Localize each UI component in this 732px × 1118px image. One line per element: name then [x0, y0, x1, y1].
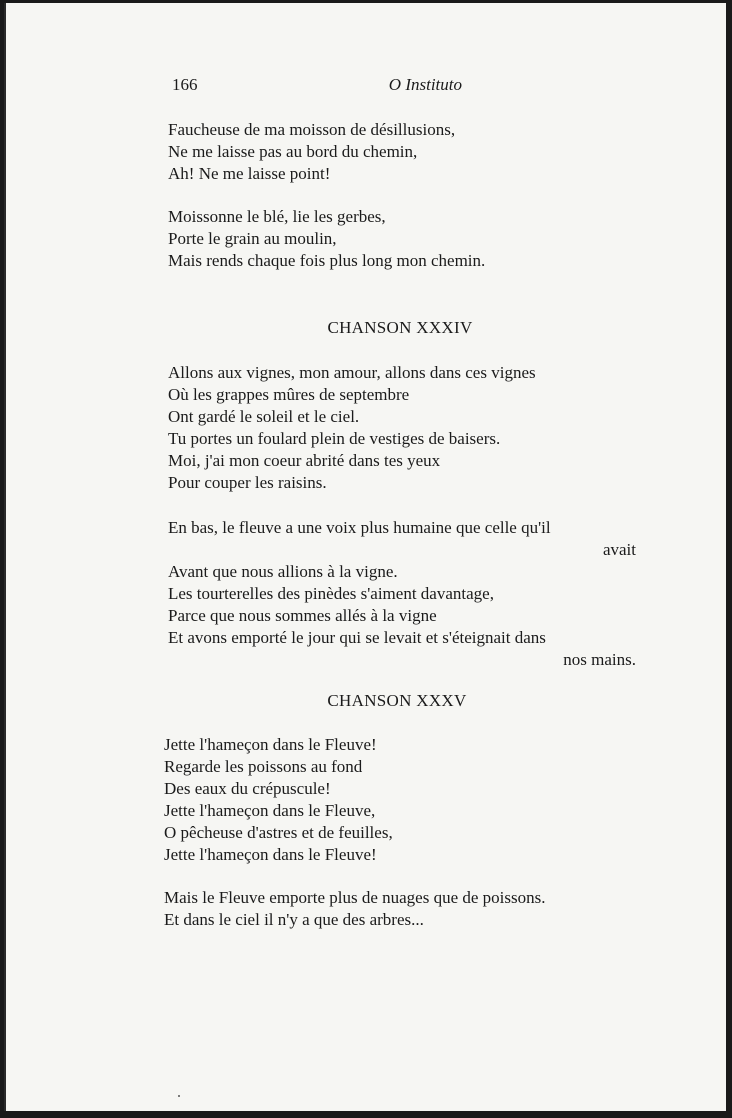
poem-line: Faucheuse de ma moisson de désillusions, [168, 120, 456, 139]
poem-line: Où les grappes mûres de septembre [168, 385, 410, 404]
section-heading-chanson-xxxiv: CHANSON XXXIV [327, 318, 473, 337]
poem-line: Porte le grain au moulin, [168, 229, 337, 248]
stanza-2 [168, 206, 638, 272]
stanza-3 [168, 362, 638, 494]
poem-line-continuation: avait [602, 540, 636, 559]
poem-line: Avant que nous allions à la vigne. [168, 562, 398, 581]
poem-line: Mais le Fleuve emporte plus de nuages que de poissons. [164, 888, 546, 907]
stanza-6 [164, 887, 634, 931]
poem-line-continuation: nos mains. [563, 650, 636, 669]
poem-line: Et avons emporté le jour qui se levait et s'éteignait dans [168, 628, 546, 647]
poem-line: Parce que nous sommes allés à la vigne [168, 606, 437, 625]
stanza-5 [164, 734, 634, 866]
poem-line: Mais rends chaque fois plus long mon chemin. [168, 251, 486, 270]
poem-line: Jette l'hameçon dans le Fleuve! [164, 735, 377, 754]
poem-line: Moi, j'ai mon coeur abrité dans tes yeux [168, 451, 441, 470]
running-header [172, 75, 462, 99]
poem-line: Pour couper les raisins. [168, 473, 327, 492]
stanza-4 [168, 517, 638, 671]
poem-line: Ont gardé le soleil et le ciel. [168, 407, 360, 426]
book-page [4, 3, 726, 1111]
poem-line: Et dans le ciel il n'y a que des arbres... [164, 910, 424, 929]
section-heading-chanson-xxxv: CHANSON XXXV [327, 691, 467, 710]
poem-line: Allons aux vignes, mon amour, allons dans ces vignes [168, 363, 536, 382]
stanza-1 [168, 119, 638, 185]
poem-line: Des eaux du crépuscule! [164, 779, 331, 798]
poem-line: Moissonne le blé, lie les gerbes, [168, 207, 386, 226]
poem-line: Ah! Ne me laisse point! [168, 164, 331, 183]
poem-line: En bas, le fleuve a une voix plus humaine que celle qu'il [168, 518, 551, 537]
poem-line: O pêcheuse d'astres et de feuilles, [164, 823, 393, 842]
poem-line: Jette l'hameçon dans le Fleuve, [164, 801, 376, 820]
poem-line: Ne me laisse pas au bord du chemin, [168, 142, 418, 161]
journal-title: O Instituto [388, 75, 462, 94]
poem-line: Regarde les poissons au fond [164, 757, 363, 776]
poem-line: Tu portes un foulard plein de vestiges de baisers. [168, 429, 501, 448]
poem-line: Les tourterelles des pinèdes s'aiment davantage, [168, 584, 494, 603]
page-number: 166 [172, 75, 198, 94]
print-speck [178, 1095, 180, 1097]
poem-line: Jette l'hameçon dans le Fleuve! [164, 845, 377, 864]
